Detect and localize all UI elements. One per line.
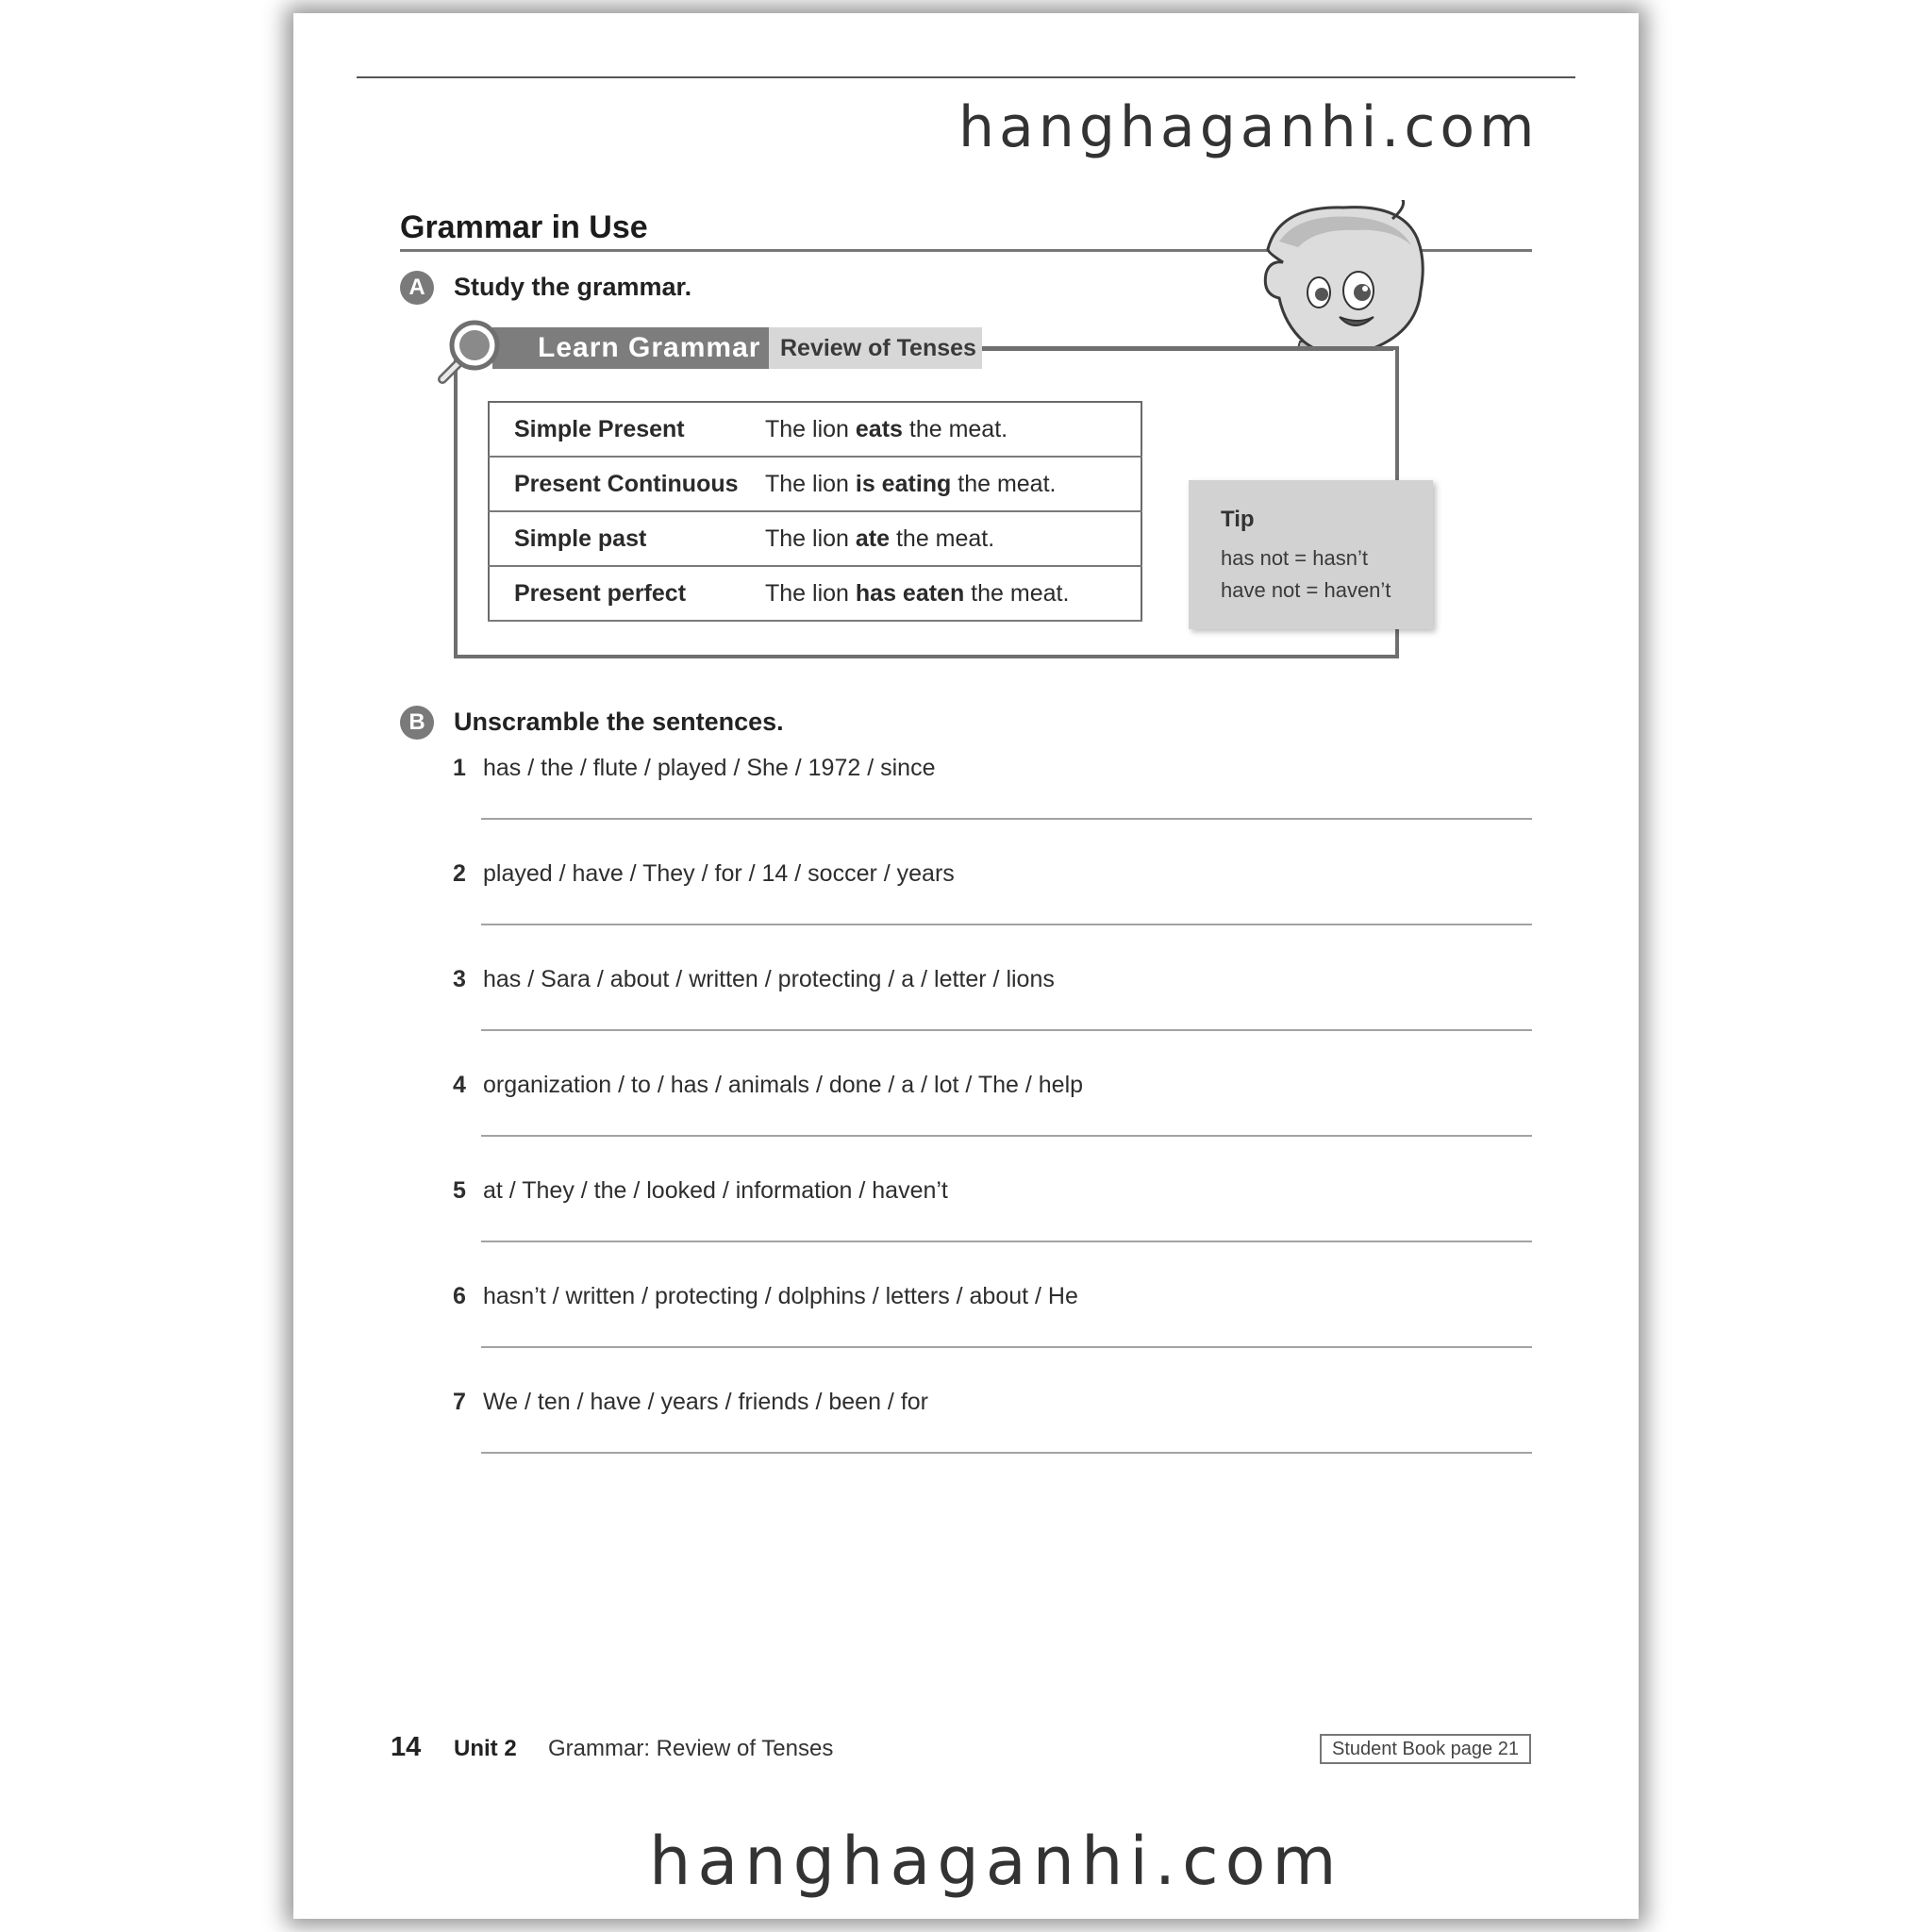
answer-line[interactable] xyxy=(481,1346,1532,1348)
learn-grammar-rule xyxy=(982,348,1393,351)
header-rule xyxy=(357,76,1575,78)
tip-line: has not = hasn’t xyxy=(1221,546,1368,570)
tip-title: Tip xyxy=(1221,507,1255,532)
table-row xyxy=(489,511,1141,566)
tip-box xyxy=(1189,480,1433,629)
exercise-item: 5 at / They / the / looked / information / haven’t xyxy=(453,1177,948,1204)
exercise-item: 7 We / ten / have / years / friends / been / for xyxy=(453,1389,928,1415)
tense-example: The lion eats the meat. xyxy=(765,402,1141,457)
student-book-reference: Student Book page 21 xyxy=(1320,1734,1531,1764)
tense-example: The lion has eaten the meat. xyxy=(765,566,1141,621)
step-a-badge: A xyxy=(400,271,434,305)
step-a-label: Study the grammar. xyxy=(454,273,692,301)
footer-topic: Grammar: Review of Tenses xyxy=(548,1736,834,1761)
learn-grammar-header-text: Learn Grammar xyxy=(538,332,761,363)
table-row xyxy=(489,566,1141,621)
learn-grammar-header xyxy=(492,327,769,369)
watermark-top: hanghaganhi.com xyxy=(958,94,1540,160)
table-row xyxy=(489,457,1141,511)
tense-example: The lion ate the meat. xyxy=(765,511,1141,566)
answer-line[interactable] xyxy=(481,1135,1532,1137)
magnifier-icon xyxy=(429,319,505,389)
section-title: Grammar in Use xyxy=(400,209,648,245)
answer-line[interactable] xyxy=(481,818,1532,820)
exercise-item: 3 has / Sara / about / written / protecting / a / letter / lions xyxy=(453,966,1055,992)
footer-unit: Unit 2 xyxy=(454,1736,517,1761)
learn-grammar-subtitle: Review of Tenses xyxy=(769,327,982,369)
page-number: 14 xyxy=(391,1732,422,1762)
answer-line[interactable] xyxy=(481,1452,1532,1454)
exercise-item: 2 played / have / They / for / 14 / soccer / years xyxy=(453,860,955,887)
exercise-item: 4 organization / to / has / animals / done / a / lot / The / help xyxy=(453,1072,1084,1098)
table-row xyxy=(489,402,1141,457)
answer-line[interactable] xyxy=(481,924,1532,925)
tenses-table xyxy=(488,401,1142,622)
step-b-label: Unscramble the sentences. xyxy=(454,708,784,736)
tense-example: The lion is eating the meat. xyxy=(765,457,1141,511)
watermark-bottom: hanghaganhi.com xyxy=(649,1823,1343,1900)
tense-name: Simple Present xyxy=(489,402,765,457)
exercise-item: 6 hasn’t / written / protecting / dolphins / letters / about / He xyxy=(453,1283,1078,1309)
tense-name: Simple past xyxy=(489,511,765,566)
tense-name: Present perfect xyxy=(489,566,765,621)
tip-line: have not = haven’t xyxy=(1221,578,1391,602)
tense-name: Present Continuous xyxy=(489,457,765,511)
exercise-item: 1 has / the / flute / played / She / 1972 / since xyxy=(453,755,936,781)
step-b-badge: B xyxy=(400,706,434,740)
answer-line[interactable] xyxy=(481,1241,1532,1242)
answer-line[interactable] xyxy=(481,1029,1532,1031)
